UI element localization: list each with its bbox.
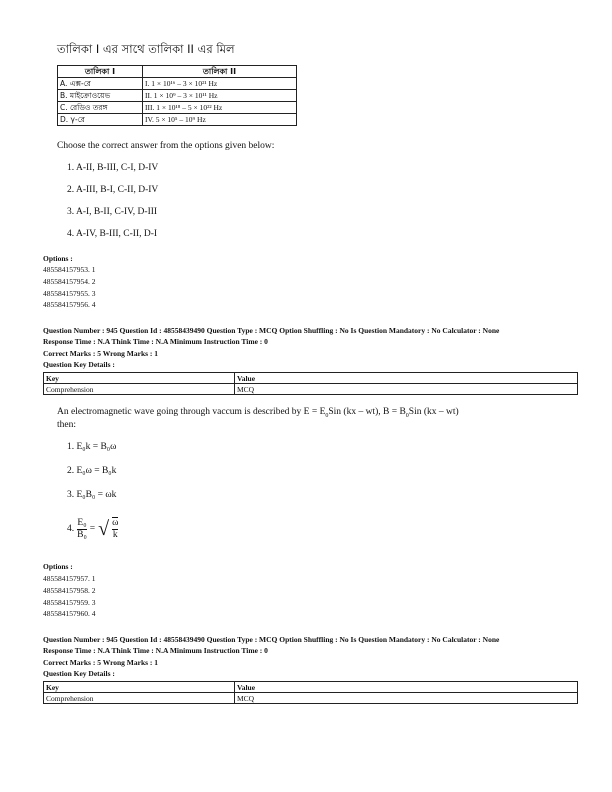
question-meta-line: Question Number : 945 Question Id : 48558439490 Question Type : MCQ Option Shuffling : No Is Question Mandatory : No Calculator : None bbox=[43, 635, 500, 644]
key-cell: Comprehension bbox=[44, 384, 235, 395]
options-label: Options : bbox=[43, 254, 73, 263]
key-value-table bbox=[43, 681, 578, 704]
row-d-label: D. γ-রে bbox=[58, 114, 143, 126]
marks-line: Correct Marks : 5 Wrong Marks : 1 bbox=[43, 658, 159, 667]
row-b-label: B. মাইক্রোওয়েভ bbox=[58, 90, 143, 102]
key-value-table bbox=[43, 372, 578, 395]
choose-instruction: Choose the correct answer from the options given below: bbox=[57, 141, 275, 151]
option-id: 485584157960. 4 bbox=[43, 609, 96, 618]
table-header-list2: তালিকা II bbox=[143, 66, 297, 78]
fraction: $\frac{\text{E₀}}{\text{B₀}}$ bbox=[77, 517, 87, 540]
table-header-list1: তালিকা I bbox=[58, 66, 143, 78]
key-cell: Comprehension bbox=[44, 693, 235, 704]
answer-option-3[interactable]: 3. E₀B₀ = ωk bbox=[67, 490, 117, 500]
row-c-value: III. 1 × 10¹⁸ – 5 × 10²² Hz bbox=[143, 102, 297, 114]
answer-option-2[interactable]: 2. E₀ω = B₀k bbox=[67, 466, 117, 476]
row-a-value: I. 1 × 10¹⁶ – 3 × 10²¹ Hz bbox=[143, 78, 297, 90]
answer-option-2[interactable]: 2. A-III, B-I, C-II, D-IV bbox=[67, 185, 159, 195]
row-b-value: II. 1 × 10⁹ – 3 × 10¹¹ Hz bbox=[143, 90, 297, 102]
table-row bbox=[58, 90, 297, 102]
key-header: Key bbox=[44, 682, 235, 693]
row-d-value: IV. 5 × 10⁵ – 10⁹ Hz bbox=[143, 114, 297, 126]
table-row bbox=[58, 78, 297, 90]
value-header: Value bbox=[235, 682, 578, 693]
value-cell: MCQ bbox=[235, 693, 578, 704]
match-table bbox=[57, 65, 297, 126]
question-meta-line: Response Time : N.A Think Time : N.A Minimum Instruction Time : 0 bbox=[43, 646, 268, 655]
table-row bbox=[58, 114, 297, 126]
answer-option-1[interactable]: 1. A-II, B-III, C-I, D-IV bbox=[67, 163, 159, 173]
answer-option-3[interactable]: 3. A-I, B-II, C-IV, D-III bbox=[67, 207, 158, 217]
sqrt-icon: √ bbox=[98, 518, 110, 540]
row-a-label: A. এক্স-রে bbox=[58, 78, 143, 90]
options-label: Options : bbox=[43, 562, 73, 571]
value-cell: MCQ bbox=[235, 384, 578, 395]
key-header: Key bbox=[44, 373, 235, 384]
option-id: 485584157958. 2 bbox=[43, 586, 96, 595]
question-meta-line: Response Time : N.A Think Time : N.A Minimum Instruction Time : 0 bbox=[43, 337, 268, 346]
q1-title: তালিকা I এর সাথে তালিকা II এর মিল bbox=[57, 42, 235, 56]
option-id: 485584157959. 3 bbox=[43, 598, 96, 607]
answer-option-4[interactable]: 4. $\frac{\text{E₀}}{\text{B₀}}$ = √ $\frac{\omega}{k}$ bbox=[67, 517, 119, 540]
key-details-label: Question Key Details : bbox=[43, 360, 115, 369]
question-meta-line: Question Number : 945 Question Id : 48558439490 Question Type : MCQ Option Shuffling : No Is Question Mandatory : No Calculator : None bbox=[43, 326, 500, 335]
option-id: 485584157956. 4 bbox=[43, 300, 96, 309]
row-c-label: C. রেডিও তরঙ্গ bbox=[58, 102, 143, 114]
option-id: 485584157954. 2 bbox=[43, 277, 96, 286]
answer-option-4[interactable]: 4. A-IV, B-III, C-II, D-I bbox=[67, 229, 158, 239]
table-row bbox=[58, 102, 297, 114]
option-id: 485584157955. 3 bbox=[43, 289, 96, 298]
q2-question: An electromagnetic wave going through vaccum is described by $E = E_0Sin$ (kx – wt), $B = B_0Sin$ (kx – wt) bbox=[57, 407, 459, 419]
value-header: Value bbox=[235, 373, 578, 384]
key-details-label: Question Key Details : bbox=[43, 669, 115, 678]
option-id: 485584157957. 1 bbox=[43, 574, 96, 583]
q2-then: then: bbox=[57, 420, 76, 430]
marks-line: Correct Marks : 5 Wrong Marks : 1 bbox=[43, 349, 159, 358]
answer-option-1[interactable]: 1. E₀k = B₀ω bbox=[67, 442, 117, 452]
option-id: 485584157953. 1 bbox=[43, 265, 96, 274]
fraction: $\frac{\omega}{k}$ bbox=[112, 518, 119, 540]
